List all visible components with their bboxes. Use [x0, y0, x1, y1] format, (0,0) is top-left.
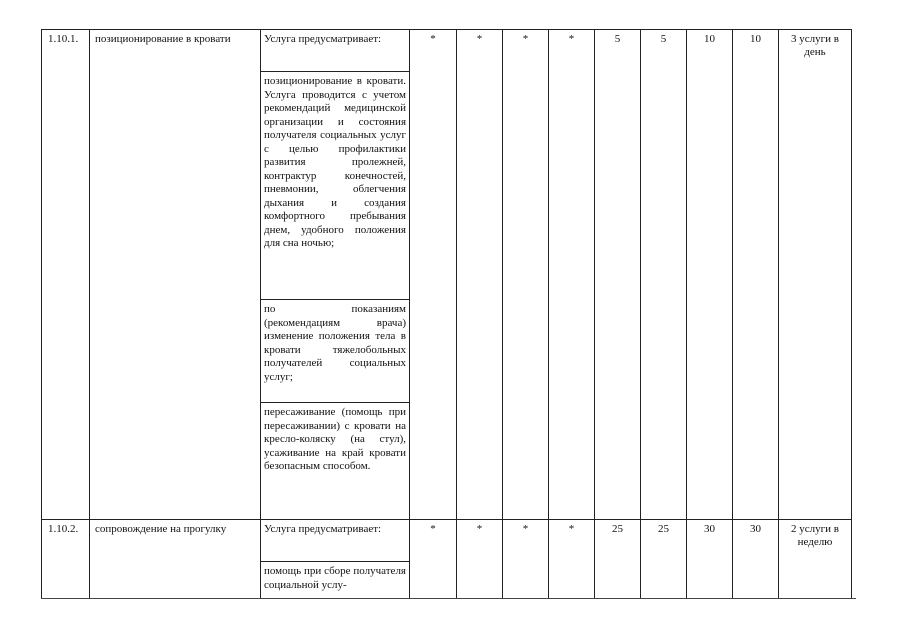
frequency-cell: 2 услуги в неделю	[779, 520, 852, 598]
mark-cell: *	[457, 30, 503, 520]
mark-cell: *	[457, 520, 503, 598]
service-name: сопровождение на прогулку	[90, 520, 261, 598]
value-cell: 10	[733, 30, 779, 520]
value-cell: 30	[733, 520, 779, 598]
service-description-item: пересаживание (помощь при пересаживании) с кровати на кресло-коляску (на стул), усаживание на край кровати безопасным способом.	[261, 403, 410, 520]
service-description-item: по показаниям (рекомендациям врача) изменение положения тела в кровати тяжелобольных получателей социальных услуг;	[261, 300, 410, 403]
value-cell: 25	[641, 520, 687, 598]
page-cut-line	[41, 598, 856, 599]
mark-cell: *	[503, 520, 549, 598]
mark-cell: *	[410, 30, 457, 520]
value-cell: 5	[595, 30, 641, 520]
value-cell: 5	[641, 30, 687, 520]
mark-cell: *	[549, 520, 595, 598]
value-cell: 10	[687, 30, 733, 520]
service-description-item: позиционирование в кровати. Услуга проводится с учетом рекомендаций медицинской организации и состояния получателя социальных услуг с целью профилактики развития пролежней, контрактур конечностей, пневмонии, облегчения дыхания и создания комфортного пребывания днем, удобного положения для сна ночью;	[261, 72, 410, 300]
value-cell: 25	[595, 520, 641, 598]
service-number: 1.10.2.	[42, 520, 90, 598]
mark-cell: *	[410, 520, 457, 598]
service-description-item: помощь при сборе получателя социальной услу-	[261, 562, 410, 598]
service-description-item: Услуга предусматривает:	[261, 520, 410, 562]
service-description-item: Услуга предусматривает:	[261, 30, 410, 72]
mark-cell: *	[549, 30, 595, 520]
mark-cell: *	[503, 30, 549, 520]
service-number: 1.10.1.	[42, 30, 90, 520]
service-name: позиционирование в кровати	[90, 30, 261, 520]
services-table	[41, 29, 852, 598]
table-row	[42, 30, 852, 72]
value-cell: 30	[687, 520, 733, 598]
table-row	[42, 520, 852, 562]
frequency-cell: 3 услуги в день	[779, 30, 852, 520]
